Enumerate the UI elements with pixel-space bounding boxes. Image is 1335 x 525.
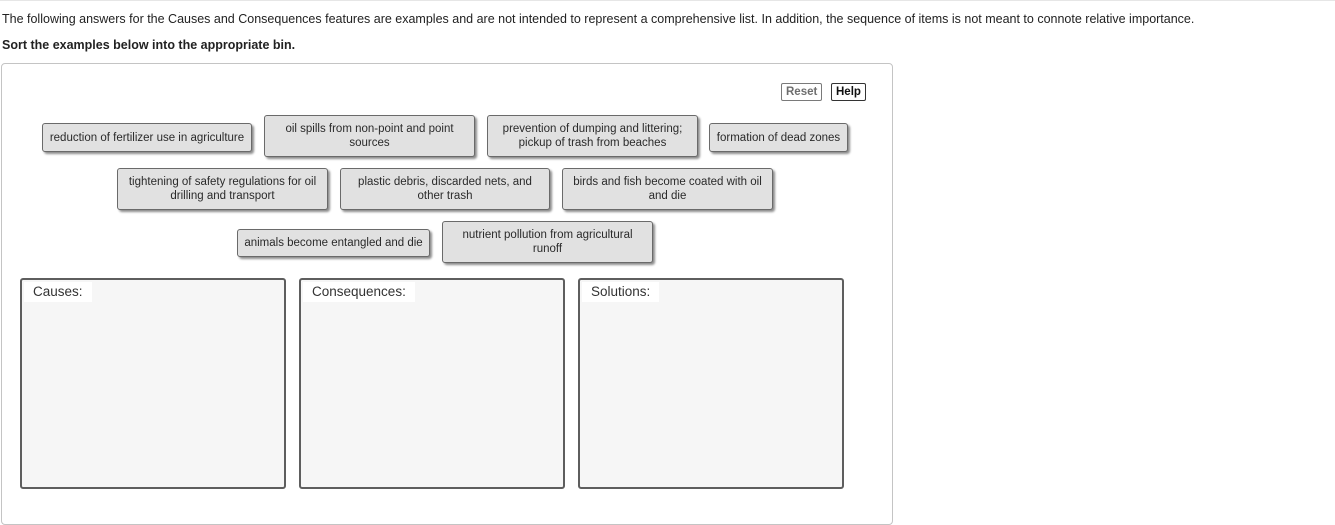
- sorting-panel: [1, 63, 893, 525]
- draggable-item[interactable]: [264, 115, 475, 157]
- item-label: reduction of fertilizer use in agriculture: [49, 131, 245, 144]
- bin-solutions[interactable]: [578, 278, 844, 489]
- bin-label: Solutions:: [582, 282, 659, 302]
- item-label: oil spills from non-point and point sources: [285, 123, 454, 149]
- draggable-item[interactable]: [340, 168, 550, 210]
- item-label: prevention of dumping and littering; pickup of trash from beaches: [502, 123, 683, 149]
- draggable-item[interactable]: [237, 229, 430, 257]
- item-label: formation of dead zones: [716, 131, 841, 144]
- top-divider: [0, 0, 1335, 1]
- item-label: plastic debris, discarded nets, and other trash: [358, 176, 532, 202]
- instruction-text: Sort the examples below into the appropriate bin.: [2, 38, 296, 52]
- bin-label: Consequences:: [303, 282, 415, 302]
- reset-button[interactable]: Reset: [781, 83, 822, 101]
- draggable-item[interactable]: [562, 168, 773, 210]
- bin-label: Causes:: [24, 282, 92, 302]
- item-label: birds and fish become coated with oil and die: [573, 176, 762, 202]
- draggable-item[interactable]: [42, 123, 252, 152]
- draggable-item[interactable]: [487, 115, 698, 157]
- intro-text: The following answers for the Causes and Consequences features are examples and are not intended to represent a comprehensive list. In addition, the sequence of items is not meant to connote relative importance.: [2, 12, 1195, 26]
- bin-consequences[interactable]: [299, 278, 565, 489]
- help-button[interactable]: Help: [831, 83, 866, 101]
- item-label: animals become entangled and die: [244, 237, 423, 249]
- item-label: nutrient pollution from agricultural runoff: [462, 229, 633, 255]
- draggable-item[interactable]: [442, 221, 653, 263]
- item-label: tightening of safety regulations for oil drilling and transport: [128, 176, 317, 202]
- draggable-item[interactable]: [709, 123, 848, 152]
- draggable-item[interactable]: [117, 168, 328, 210]
- bin-causes[interactable]: [20, 278, 286, 489]
